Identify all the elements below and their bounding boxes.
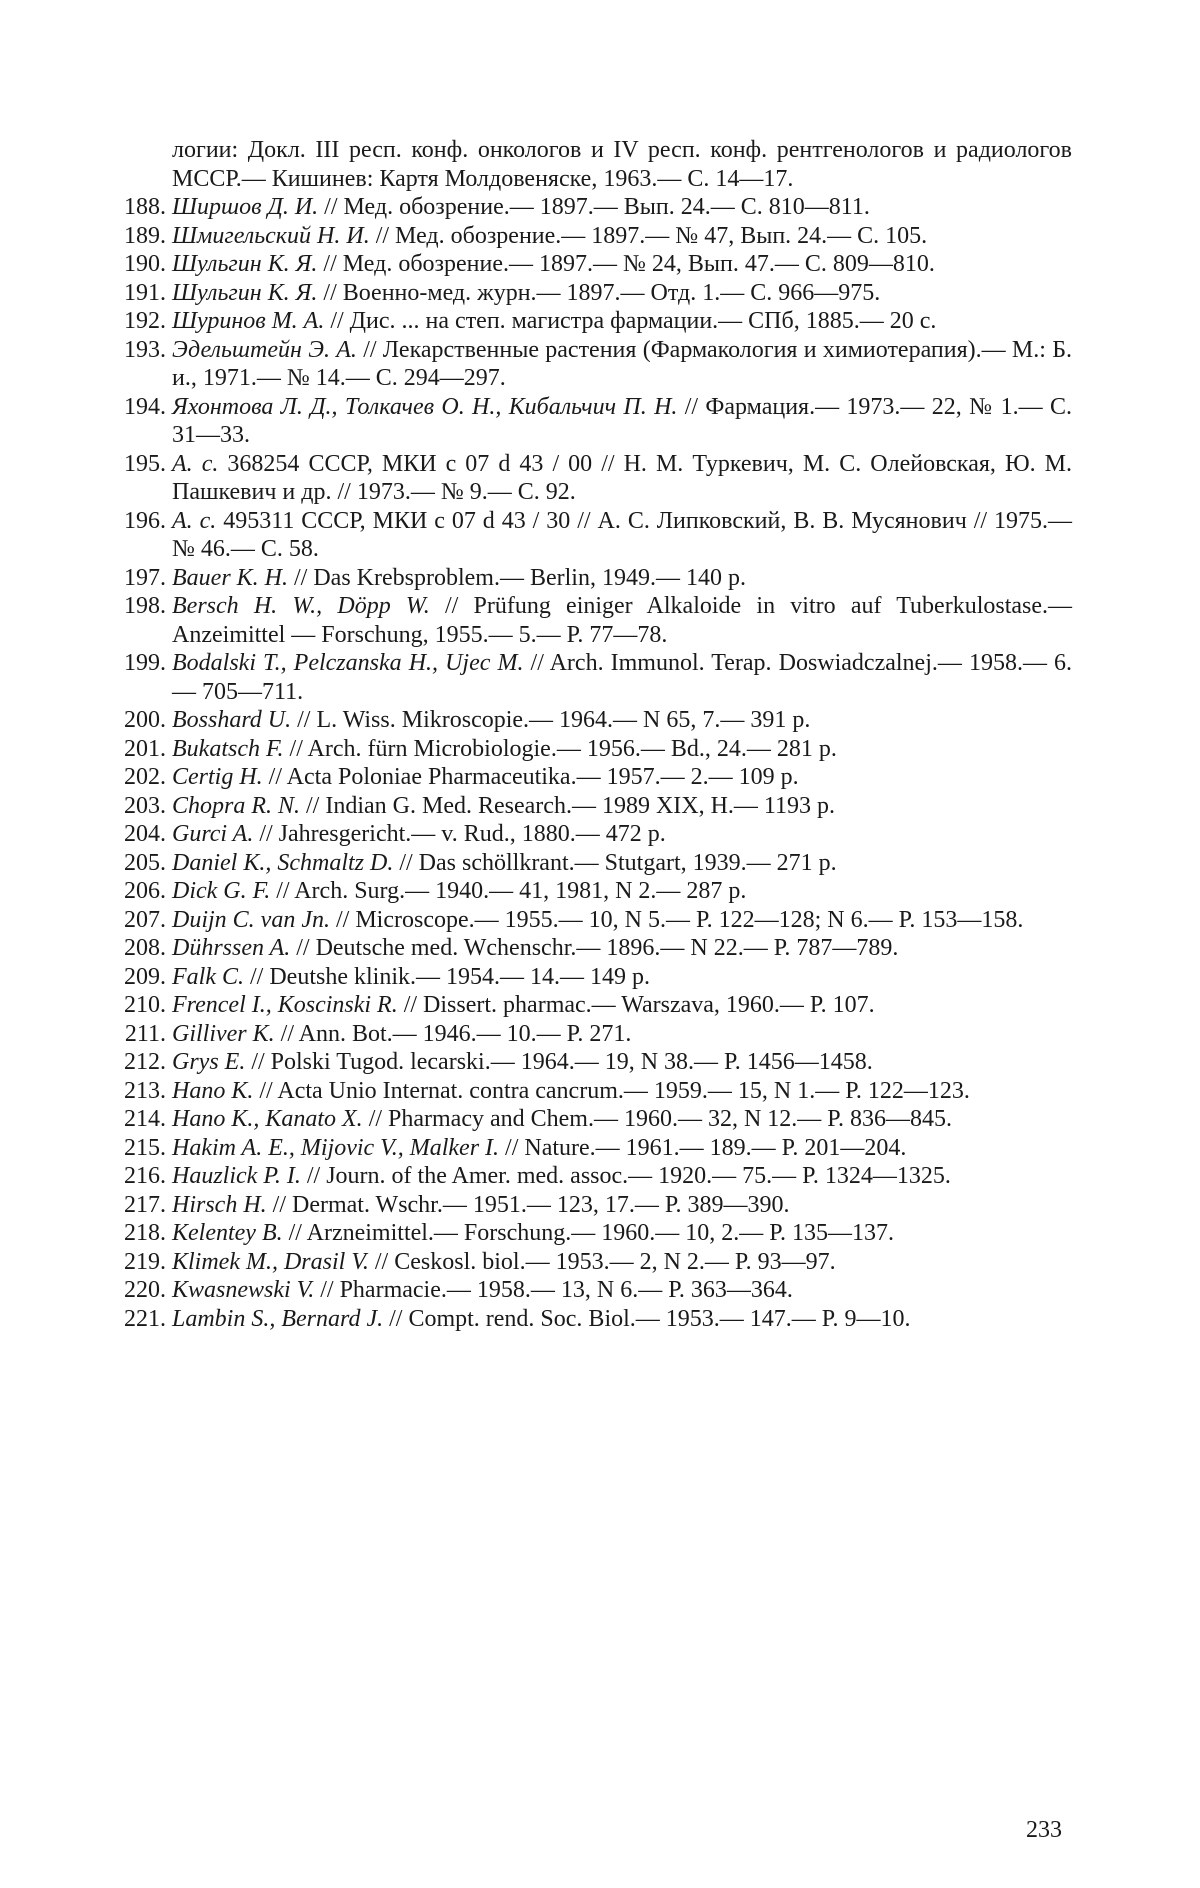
reference-source: // Arzneimittel.— Forschung.— 1960.— 10, 2.— P. 135—137. bbox=[288, 1220, 894, 1246]
reference-authors: Lambin S., Bernard J. bbox=[172, 1305, 384, 1332]
reference-list bbox=[124, 136, 1073, 1333]
reference-source: // Polski Tugod. lecarski.— 1964.— 19, N 38.— P. 1456—1458. bbox=[251, 1049, 873, 1075]
reference-source: 368254 СССР, МКИ с 07 d 43 / 00 // Н. М. Туркевич, М. С. Олейовская, Ю. М. Пашкевич и др. // 1973.— № 9.— С. 92. bbox=[172, 450, 1072, 505]
reference-source: // Deutsche med. Wchenschr.— 1896.— N 22.— P. 787—789. bbox=[296, 935, 899, 961]
reference-source: // Dermat. Wschr.— 1951.— 123, 17.— P. 389—390. bbox=[272, 1191, 790, 1218]
reference-number: 195. bbox=[124, 450, 166, 477]
reference-number: 194. bbox=[124, 393, 166, 420]
reference-entry bbox=[124, 1162, 1072, 1191]
reference-source: // Фармация.— 1973.— 22, № 1.— С. 31—33. bbox=[172, 393, 1073, 448]
reference-authors: Bersch H. W., Döpp W. bbox=[172, 593, 430, 619]
reference-entry bbox=[124, 792, 1072, 821]
reference-entry bbox=[124, 507, 1072, 564]
reference-number: 220. bbox=[124, 1277, 166, 1303]
reference-authors: Bauer K. H. bbox=[172, 564, 288, 591]
reference-authors: Gurci A. bbox=[172, 821, 254, 847]
reference-number: 197. bbox=[124, 564, 166, 591]
reference-number: 191. bbox=[124, 279, 166, 306]
reference-source: // Pharmacy and Chem.— 1960.— 32, N 12.— P. 836—845. bbox=[368, 1106, 952, 1132]
reference-number: 204. bbox=[124, 821, 166, 847]
reference-number: 199. bbox=[124, 650, 166, 676]
reference-authors: Dick G. F. bbox=[172, 878, 271, 904]
reference-entry bbox=[124, 193, 1072, 222]
reference-source: // Das Krebsproblem.— Berlin, 1949.— 140 p. bbox=[294, 564, 746, 591]
reference-source: // Лекарственные растения (Фармакология и химиотерапия).— М.: Б. и., 1971.— № 14.— С. 294—297. bbox=[172, 336, 1073, 391]
reference-source: // L. Wiss. Mikroscopie.— 1964.— N 65, 7.— 391 p. bbox=[297, 707, 811, 733]
reference-authors: Hirsch H. bbox=[172, 1191, 267, 1218]
reference-source: // Journ. of the Amer. med. assoc.— 1920.— 75.— P. 1324—1325. bbox=[306, 1163, 951, 1189]
reference-entry bbox=[124, 735, 1072, 764]
reference-authors: А. с. bbox=[172, 507, 217, 534]
reference-entry bbox=[124, 1134, 1072, 1163]
reference-authors: Шмигельский Н. И. bbox=[172, 222, 370, 249]
reference-number: 215. bbox=[124, 1134, 166, 1161]
reference-entry bbox=[124, 279, 1072, 308]
reference-authors: Эдельштейн Э. А. bbox=[172, 336, 357, 363]
reference-entry bbox=[124, 763, 1072, 792]
reference-authors: Шиpшов Д. И. bbox=[172, 194, 319, 220]
reference-source: // Microscope.— 1955.— 10, N 5.— P. 122—128; N 6.— P. 153—158. bbox=[335, 906, 1024, 933]
reference-entry bbox=[124, 1020, 1072, 1049]
reference-authors: А. с. bbox=[172, 450, 219, 477]
reference-entry bbox=[124, 250, 1072, 279]
reference-entry bbox=[124, 991, 1072, 1020]
reference-entry bbox=[124, 307, 1072, 336]
reference-entry bbox=[124, 1248, 1072, 1277]
reference-authors: Hakim A. E., Mijovic V., Malker I. bbox=[172, 1134, 500, 1161]
reference-authors: Klimek M., Drasil V. bbox=[172, 1248, 369, 1275]
reference-number: 189. bbox=[124, 222, 166, 249]
reference-source: // Indian G. Med. Research.— 1989 XIX, H.— 1193 p. bbox=[306, 792, 836, 819]
reference-number: 207. bbox=[124, 906, 166, 933]
reference-number: 196. bbox=[124, 507, 166, 534]
reference-number: 190. bbox=[124, 251, 166, 277]
reference-number: 212. bbox=[124, 1049, 166, 1075]
reference-source: // Ann. Bot.— 1946.— 10.— P. 271. bbox=[280, 1020, 632, 1047]
reference-source: // Deutshe klinik.— 1954.— 14.— 149 p. bbox=[250, 963, 650, 990]
reference-entry bbox=[124, 564, 1072, 593]
reference-entry bbox=[124, 963, 1072, 992]
reference-source: // Jahresgericht.— v. Rud., 1880.— 472 p. bbox=[259, 821, 666, 847]
reference-entry bbox=[124, 592, 1073, 649]
reference-source: // Arch. Immunol. Terap. Doswiadczalnej.— 1958.— 6.— 705—711. bbox=[172, 650, 1073, 705]
reference-source: // Дис. ... на степ. магистра фармации.— СПб, 1885.— 20 с. bbox=[330, 308, 937, 334]
reference-number: 213. bbox=[124, 1077, 166, 1104]
reference-number: 188. bbox=[124, 194, 166, 220]
reference-entries bbox=[124, 193, 1073, 1333]
reference-authors: Falk C. bbox=[172, 963, 244, 990]
reference-entry bbox=[124, 849, 1072, 878]
reference-source: // Arch. fürn Microbiologie.— 1956.— Bd., 24.— 281 p. bbox=[289, 735, 837, 762]
reference-authors: Chopra R. N. bbox=[172, 792, 301, 819]
reference-number: 193. bbox=[124, 336, 166, 363]
reference-number: 202. bbox=[124, 764, 166, 790]
reference-source: // Nature.— 1961.— 189.— P. 201—204. bbox=[505, 1134, 907, 1161]
reference-number: 218. bbox=[124, 1220, 166, 1246]
page-number: 233 bbox=[1026, 1817, 1062, 1843]
reference-authors: Grys E. bbox=[172, 1049, 246, 1075]
reference-source: // Prüfung einiger Alkaloide in vitro auf Tuberkulostase.— Anzeimittel — Forschung, 1955.— 5.— P. 77—78. bbox=[172, 593, 1073, 648]
reference-number: 201. bbox=[124, 735, 166, 762]
reference-source: // Мед. обозрение.— 1897.— № 24, Вып. 47.— С. 809—810. bbox=[323, 251, 935, 277]
reference-source: // Acta Poloniae Pharmaceutika.— 1957.— 2.— 109 p. bbox=[268, 764, 799, 790]
reference-number: 219. bbox=[124, 1248, 166, 1275]
reference-authors: Шульгин К. Я. bbox=[172, 279, 318, 306]
reference-number: 203. bbox=[124, 792, 166, 819]
reference-authors: Gilliver K. bbox=[172, 1020, 275, 1047]
reference-authors: Hano K., Kanato X. bbox=[172, 1106, 363, 1132]
reference-number: 206. bbox=[124, 878, 166, 904]
reference-entry bbox=[124, 1219, 1072, 1248]
reference-entry bbox=[124, 820, 1072, 849]
reference-authors: Hauzlick P. I. bbox=[172, 1163, 301, 1189]
reference-entry bbox=[124, 393, 1073, 450]
reference-authors: Яхонтова Л. Д., Толкачев О. Н., Кибальчич П. Н. bbox=[172, 393, 678, 420]
reference-entry bbox=[124, 1191, 1072, 1220]
reference-authors: Frencel I., Koscinski R. bbox=[172, 992, 398, 1018]
reference-entry bbox=[124, 450, 1072, 507]
reference-number: 192. bbox=[124, 308, 166, 334]
reference-entry bbox=[124, 1048, 1072, 1077]
reference-number: 208. bbox=[124, 935, 166, 961]
reference-source: // Das schöllkrant.— Stutgart, 1939.— 271 p. bbox=[399, 849, 837, 876]
reference-authors: Bodalski T., Pelczanska H., Ujec M. bbox=[172, 650, 524, 676]
reference-authors: Hano K. bbox=[172, 1077, 254, 1104]
reference-source: // Ceskosl. biol.— 1953.— 2, N 2.— P. 93—97. bbox=[374, 1248, 836, 1275]
reference-source: // Compt. rend. Soc. Biol.— 1953.— 147.— P. 9—10. bbox=[389, 1305, 911, 1332]
reference-entry bbox=[124, 1077, 1072, 1106]
reference-source: // Arch. Surg.— 1940.— 41, 1981, N 2.— 287 p. bbox=[276, 878, 747, 904]
reference-entry bbox=[124, 222, 1072, 251]
reference-source: 495311 СССР, МКИ с 07 d 43 / 30 // А. С. Липковский, В. В. Мусянович // 1975.— № 46.— С. 58. bbox=[172, 507, 1072, 562]
reference-entry bbox=[124, 877, 1072, 906]
reference-number: 209. bbox=[124, 963, 166, 990]
reference-continuation: логии: Докл. III респ. конф. онкологов и IV респ. конф. рентгенологов и радиологов МССР.— Кишинев: Картя Молдовеняске, 1963.— С. 14—17. bbox=[172, 137, 1072, 192]
reference-number: 214. bbox=[124, 1106, 166, 1132]
reference-number: 216. bbox=[124, 1163, 166, 1189]
reference-authors: Kwasnewski V. bbox=[172, 1277, 315, 1303]
reference-authors: Kelentey B. bbox=[172, 1220, 283, 1246]
reference-entry bbox=[124, 906, 1072, 935]
reference-entry bbox=[124, 1105, 1072, 1134]
reference-number: 205. bbox=[124, 849, 166, 876]
reference-source: // Военно-мед. журн.— 1897.— Отд. 1.— С. 966—975. bbox=[323, 279, 881, 306]
reference-number: 217. bbox=[124, 1191, 166, 1218]
reference-authors: Шуринов М. А. bbox=[172, 308, 325, 334]
reference-source: // Pharmacie.— 1958.— 13, N 6.— P. 363—364. bbox=[320, 1277, 793, 1303]
reference-source: // Dissert. pharmac.— Warszava, 1960.— P. 107. bbox=[403, 992, 875, 1018]
reference-authors: Daniel K., Schmaltz D. bbox=[172, 849, 394, 876]
reference-source: // Мед. обозрение.— 1897.— № 47, Вып. 24.— С. 105. bbox=[375, 222, 928, 249]
reference-entry bbox=[124, 1305, 1072, 1334]
reference-authors: Шульгин К. Я. bbox=[172, 251, 318, 277]
reference-number: 221. bbox=[124, 1305, 166, 1332]
reference-source: // Мед. обозрение.— 1897.— Вып. 24.— С. 810—811. bbox=[324, 194, 870, 220]
reference-authors: Dührssen A. bbox=[172, 935, 291, 961]
reference-number: 211. bbox=[124, 1020, 166, 1047]
reference-entry bbox=[124, 706, 1072, 735]
reference-entry bbox=[124, 649, 1073, 706]
reference-number: 210. bbox=[124, 992, 166, 1018]
reference-number: 200. bbox=[124, 707, 166, 733]
reference-source: // Acta Unio Internat. contra cancrum.— 1959.— 15, N 1.— P. 122—123. bbox=[259, 1077, 970, 1104]
reference-authors: Duijn C. van Jn. bbox=[172, 906, 330, 933]
reference-entry bbox=[124, 1276, 1072, 1305]
reference-entry bbox=[124, 934, 1072, 963]
reference-entry bbox=[124, 336, 1073, 393]
reference-authors: Bosshard U. bbox=[172, 707, 292, 733]
reference-authors: Bukatsch F. bbox=[172, 735, 284, 762]
reference-authors: Certig H. bbox=[172, 764, 263, 790]
reference-number: 198. bbox=[124, 593, 166, 619]
